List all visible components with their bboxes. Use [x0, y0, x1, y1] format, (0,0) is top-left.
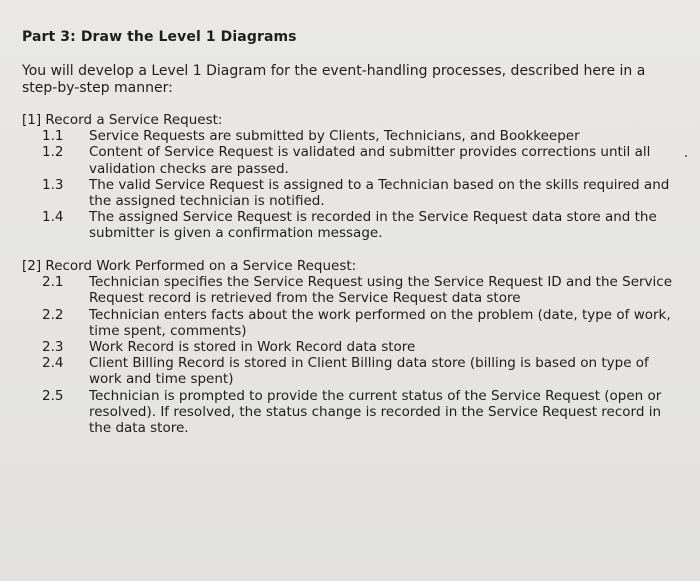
list-item: [22, 388, 682, 437]
item-text: Technician is prompted to provide the current status of the Service Request (open or resolved). If resolved, the status change is recorded in the Service Request record in the data store.: [89, 387, 662, 437]
item-number: 2.1: [42, 274, 64, 291]
list-item: [22, 307, 682, 339]
list-item: [22, 274, 682, 306]
section-heading: [2] Record Work Performed on a Service Request:: [22, 258, 357, 274]
item-number: 2.3: [42, 339, 64, 356]
item-text: Client Billing Record is stored in Client Billing data store (billing is based on type of work and time spent): [89, 355, 649, 388]
item-number: 1.3: [42, 176, 64, 193]
section-heading: [1] Record a Service Request:: [22, 112, 223, 128]
item-text: Service Requests are submitted by Clients, Technicians, and Bookkeeper: [89, 128, 580, 145]
list-item: [22, 128, 682, 144]
stray-mark: [685, 155, 687, 157]
list-item: [22, 209, 682, 241]
item-number: 2.4: [42, 355, 64, 372]
list-item: [22, 355, 682, 387]
item-text: Technician enters facts about the work performed on the problem (date, type of work, time spent, comments): [89, 306, 671, 339]
section-record-work-performed: [22, 258, 682, 436]
section-record-service-request: [22, 112, 682, 242]
list-item: [22, 177, 682, 209]
item-text: The assigned Service Request is recorded in the Service Request data store and the submitter is given a confirmation message.: [89, 209, 657, 242]
list-item: [22, 339, 682, 355]
item-number: 1.4: [42, 209, 64, 226]
intro-paragraph: You will develop a Level 1 Diagram for the event-handling processes, described here in a step-by-step manner:: [22, 63, 646, 96]
item-number: 1.2: [42, 144, 64, 161]
page-title: Part 3: Draw the Level 1 Diagrams: [22, 29, 297, 45]
item-text: Content of Service Request is validated and submitter provides corrections until all validation checks are passed.: [89, 144, 651, 177]
item-number: 2.2: [42, 306, 64, 323]
item-text: Work Record is stored in Work Record data store: [89, 339, 416, 356]
item-number: 2.5: [42, 387, 64, 404]
list-item: [22, 144, 682, 176]
item-text: The valid Service Request is assigned to a Technician based on the skills required and the assigned technician is notified.: [89, 176, 670, 210]
item-number: 1.1: [42, 128, 64, 145]
item-text: Technician specifies the Service Request using the Service Request ID and the Service Request record is retrieved from the Service Request data store: [89, 274, 673, 307]
